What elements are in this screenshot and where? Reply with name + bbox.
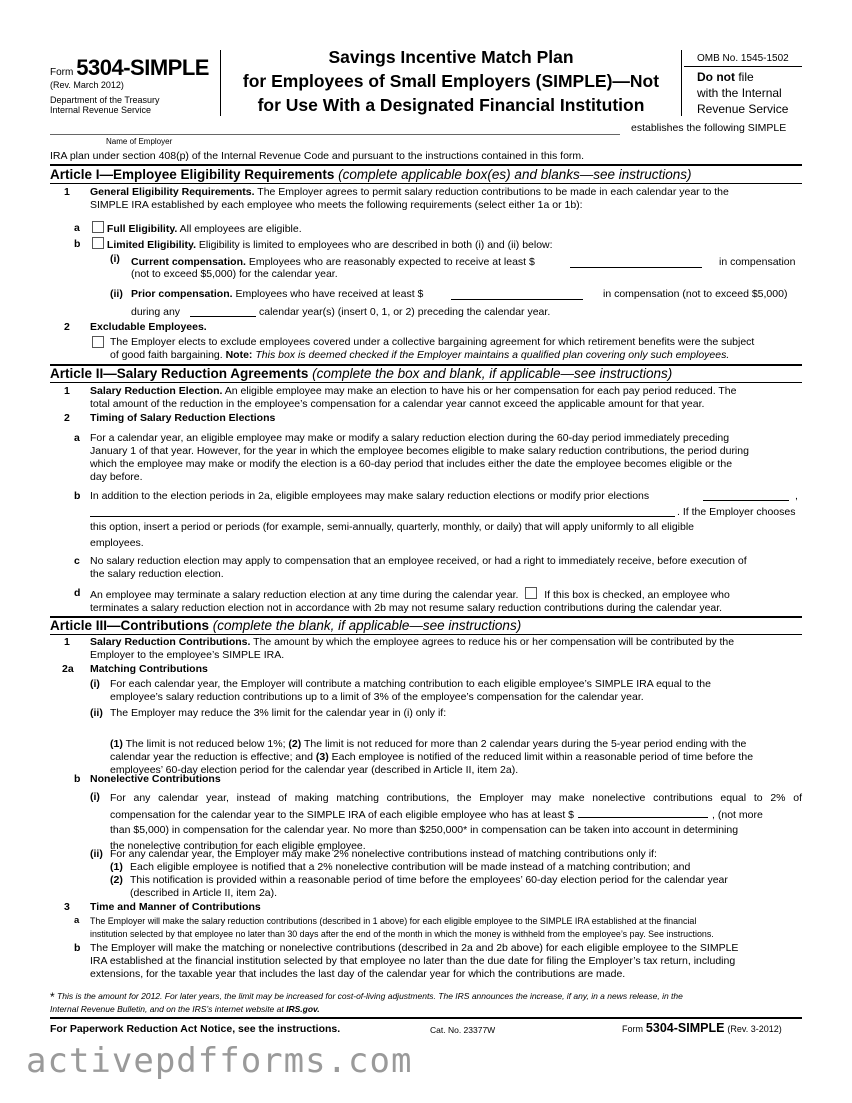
prior-comp-text: Employees who have received at least $ <box>232 288 424 300</box>
art2-c-text <box>90 555 802 581</box>
prior-comp-right: in compensation (not to exceed $5,000) <box>603 288 788 300</box>
limited-eligibility-checkbox[interactable] <box>92 237 104 249</box>
time-b-line2: IRA established at the financial institution selected by that employee no later than the due date for filing the Employer’s tax return, including <box>90 955 736 968</box>
irs-line2: Revenue Service <box>697 102 789 116</box>
prior-comp-label: Prior compensation. <box>131 288 233 300</box>
salary-reduction-election-label: Salary Reduction Election. <box>90 385 223 397</box>
irs-line1: with the Internal <box>697 86 782 100</box>
cond3-num: (3) <box>315 751 329 764</box>
art2-d-line1a: An employee may terminate a salary reduction election at any time during the calendar year. <box>90 589 519 601</box>
excludable-employees-label: Excludable Employees. <box>90 321 207 333</box>
art2-b-if-chooses: . If the Employer chooses <box>677 506 796 518</box>
art2-a-line4: day before. <box>90 471 143 484</box>
footer-rev: (Rev. 3-2012) <box>727 1024 782 1034</box>
file-text: file <box>735 70 754 84</box>
art1-full-eligibility <box>92 221 302 236</box>
establishes-text: establishes the following SIMPLE <box>631 122 787 134</box>
art1-b-letter: b <box>74 238 81 250</box>
excludable-employees-text <box>110 336 802 362</box>
footer-form-id <box>622 1021 782 1037</box>
time-a-letter: a <box>74 915 80 926</box>
cond-line3: employees’ 60-day election period for the calendar year (described in Article II, item 2a). <box>110 764 519 777</box>
current-comp-line2: (not to exceed $5,000) for the calendar year. <box>131 268 338 280</box>
prior-comp-line1 <box>131 288 423 301</box>
prior-comp-num: (ii) <box>110 288 123 300</box>
cond-line2a: calendar year the reduction is effective; and <box>110 751 316 764</box>
current-comp-num: (i) <box>110 253 120 265</box>
article2-bottom-rule <box>50 382 802 383</box>
footnote <box>50 991 802 1015</box>
nonelective-i-line1: For any calendar year, instead of making matching contributions, the Employer may make nonelective contributions equal to 2% of <box>110 792 802 804</box>
art2-item1-line1: An eligible employee may make an election to have his or her compensation for each pay period reduced. The <box>222 385 737 397</box>
time-manner-label: Time and Manner of Contributions <box>90 901 261 913</box>
prior-comp-rest: calendar year(s) (insert 0, 1, or 2) preceding the calendar year. <box>259 306 551 318</box>
art1-item2-num: 2 <box>64 321 70 333</box>
form-word: Form <box>50 67 74 78</box>
nonelective-ii-num: (ii) <box>90 848 103 860</box>
form-number: 5304-SIMPLE <box>76 55 209 80</box>
time-a-line1: The Employer will make the salary reduction contributions (described in 1 above) for each eligible employee to the SIMPLE IRA established at the financial <box>90 916 697 926</box>
title-line2: for Employees of Small Employers (SIMPLE)—Not <box>242 71 660 91</box>
current-comp-amount-field[interactable] <box>570 267 702 268</box>
footer-rule <box>50 1017 802 1019</box>
art2-b-line1: In addition to the election periods in 2a, eligible employees may make salary reduction elections or modify prior elections <box>90 490 650 502</box>
nonelective-i-line3: than $5,000) in compensation for the calendar year. No more than $250,000* in compensation can be taken into account in determining <box>110 824 739 836</box>
art2-item2-num: 2 <box>64 412 70 424</box>
irs-notice <box>697 69 788 117</box>
nonelective-ii-line: For any calendar year, the Employer may make 2% nonelective contributions instead of matching contributions only if: <box>110 848 657 860</box>
excludable-note: Note: <box>225 349 253 362</box>
ncond1-text: Each eligible employee is notified that a 2% nonelective contribution will be made instead of a matching contribution; and <box>130 861 691 873</box>
art3-item1-line1: The amount by which the employee agrees to reduce his or her compensation will be contributed by the <box>250 636 735 648</box>
article1-heading <box>50 167 692 184</box>
form-number-block <box>50 54 209 82</box>
full-eligibility-text: All employees are eligible. <box>177 223 302 235</box>
article1-bottom-rule <box>50 183 802 184</box>
header-divider-right <box>681 50 682 116</box>
article3-title: Article III—Contributions <box>50 618 210 633</box>
art2-d-text <box>90 587 802 615</box>
article2-instructions: (complete the box and blank, if applicable—see instructions) <box>312 366 673 381</box>
art2-c-line2: the salary reduction election. <box>90 568 224 581</box>
nonelective-i-line2a: compensation for the calendar year to the SIMPLE IRA of each eligible employee who has at least $ <box>110 808 575 821</box>
art1-limited-eligibility <box>92 237 553 252</box>
art2-a-line3: which the employee may make or modify the election is a 60-day period that includes either the date the employee becomes eligible or the <box>90 458 733 471</box>
art1-item1-line1: The Employer agrees to permit salary reduction contributions to be made in each calendar year to the <box>254 186 729 198</box>
art3-item2a-num: 2a <box>62 663 74 675</box>
art2-item1-line2: total amount of the reduction in the employee’s compensation for a calendar year cannot exceed the applicable amount for that year. <box>90 398 705 411</box>
art2-b-letter: b <box>74 490 81 502</box>
art2-a-line2: January 1 of that year. However, for the year in which the employee becomes eligible to make salary reduction contributions, the period during <box>90 445 749 458</box>
time-b-line1: The Employer will make the matching or nonelective contributions (described in 2a and 2b above) for each eligible employee to the SIMPLE <box>90 942 739 954</box>
article1-instructions: (complete applicable box(es) and blanks—see instructions) <box>338 167 692 182</box>
cond-line2b: Each employee is notified of the reduced limit within a reasonable period of time before the <box>328 751 754 764</box>
art2-b-line3: this option, insert a period or periods (for example, semi-annually, quarterly, monthly, or daily) that will apply uniformly to all eligible <box>90 521 695 533</box>
title-line1: Savings Incentive Match Plan <box>328 47 574 67</box>
omb-rule <box>684 66 802 67</box>
ncond2-text <box>130 874 802 900</box>
article2-heading <box>50 366 672 383</box>
art1-item1 <box>90 186 802 212</box>
limited-eligibility-text: Eligibility is limited to employees who are described in both (i) and (ii) below: <box>195 239 553 251</box>
irs-site-link[interactable]: IRS.gov. <box>286 1003 320 1014</box>
nonelective-contributions-label: Nonelective Contributions <box>90 773 221 785</box>
art2-a-text <box>90 432 802 485</box>
full-eligibility-checkbox[interactable] <box>92 221 104 233</box>
timing-label: Timing of Salary Reduction Elections <box>90 412 276 424</box>
art2-d-line2: terminates a salary reduction election not in accordance with 2b may not resume salary reduction contributions during the calendar year. <box>90 602 723 615</box>
footnote-line2: Internal Revenue Bulletin, and on the IRS’s internet website at <box>50 1003 287 1014</box>
excludable-line2b: This box is deemed checked if the Employer maintains a qualified plan covering only such employees. <box>252 349 730 362</box>
article3-bottom-rule <box>50 634 802 635</box>
excludable-line2a: of good faith bargaining. <box>110 349 226 362</box>
prior-comp-amount-field[interactable] <box>451 299 583 300</box>
art2-d-line1b: If this box is checked, an employee who <box>544 589 730 601</box>
current-comp-right: in compensation <box>719 256 796 268</box>
nonelective-i-line4: the nonelective contribution for each eligible employee. <box>110 839 366 852</box>
footnote-star: * <box>50 990 55 1004</box>
article3-heading <box>50 618 521 635</box>
art2-b-comma: , <box>795 490 798 502</box>
title-line3: for Use With a Designated Financial Institution <box>257 95 645 115</box>
limited-eligibility-label: Limited Eligibility. <box>106 239 196 251</box>
omb-number: OMB No. 1545-1502 <box>697 53 789 64</box>
employer-name-field[interactable] <box>50 134 620 135</box>
art3-item1-num: 1 <box>64 636 70 648</box>
art3-item3-num: 3 <box>64 901 70 913</box>
art1-item1-line2: SIMPLE IRA established by each employee who meets the following requirements (select either 1a or 1b): <box>90 199 583 212</box>
matching-i-num: (i) <box>90 678 100 690</box>
art2-c-line1: No salary reduction election may apply to compensation that an employee received, or had a right to immediately receive, before execution of <box>90 555 747 567</box>
nonelective-amount-field[interactable] <box>578 807 708 818</box>
terminate-election-checkbox[interactable] <box>525 587 537 599</box>
art1-item1-num: 1 <box>64 186 70 198</box>
current-comp-text: Employees who are reasonably expected to receive at least $ <box>245 256 535 268</box>
article1-top-rule <box>50 164 802 166</box>
art2-item1-num: 1 <box>64 385 70 397</box>
art2-c-letter: c <box>74 555 80 567</box>
ncond2-num: (2) <box>110 874 123 886</box>
dept-line1: Department of the Treasury <box>50 95 160 105</box>
election-period-field-1[interactable] <box>703 500 789 501</box>
article3-instructions: (complete the blank, if applicable—see instructions) <box>212 618 522 633</box>
nonelective-i-line2b: , (not more <box>712 808 763 821</box>
art3-item1-line2: Employer to the employee’s SIMPLE IRA. <box>90 649 285 662</box>
form-title <box>222 45 680 117</box>
matching-ii-line: The Employer may reduce the 3% limit for the calendar year in (i) only if: <box>110 707 447 719</box>
full-eligibility-label: Full Eligibility. <box>106 223 178 235</box>
matching-ii-num: (ii) <box>90 707 103 719</box>
nonelective-i-text <box>110 791 802 854</box>
matching-conditions <box>110 738 802 777</box>
art2-a-line1: For a calendar year, an eligible employee may make or modify a salary reduction election during the 60-day period immediately preceding <box>90 432 730 444</box>
matching-i-text <box>110 678 802 704</box>
ncond1-num: (1) <box>110 861 123 873</box>
time-a-line2: institution selected by that employee no later than 30 days after the end of the month in which the money is withheld from the employee’s pay. See instructions. <box>90 928 714 939</box>
time-b-line3: extensions, for the taxable year that includes the last day of the calendar year for which the contributions are made. <box>90 968 626 981</box>
cond2-num: (2) <box>288 738 302 750</box>
excludable-employees-checkbox[interactable] <box>92 336 104 348</box>
art1-a-letter: a <box>74 222 80 234</box>
time-a-text <box>90 915 802 940</box>
ncond2-line1: This notification is provided within a reasonable period of time before the employees’ 60-day election period for the calendar year <box>130 874 728 886</box>
name-of-employer-label: Name of Employer <box>106 137 173 146</box>
time-b-letter: b <box>74 942 81 954</box>
prior-comp-years-field[interactable] <box>190 316 256 317</box>
excludable-line1: The Employer elects to exclude employees covered under a collective bargaining agreement for which retirement benefits were the subject <box>110 336 755 348</box>
matching-i-line1: For each calendar year, the Employer will contribute a matching contribution to each eligible employee’s SIMPLE IRA equal to the <box>110 678 711 690</box>
article1-title: Article I—Employee Eligibility Requirements <box>50 167 335 182</box>
matching-i-line2: employee’s salary reduction contributions up to a limit of 3% of the employee’s compensation for the calendar year. <box>110 691 644 704</box>
cat-number: Cat. No. 23377W <box>430 1025 496 1035</box>
footer-form-number: 5304-SIMPLE <box>645 1021 725 1035</box>
art3-item1 <box>90 636 802 662</box>
footer-form-word: Form <box>622 1024 643 1034</box>
art1-item1-bold: General Eligibility Requirements. <box>90 186 255 198</box>
nonelective-i-num: (i) <box>90 791 100 803</box>
footnote-line1: This is the amount for 2012. For later years, the limit may be increased for cost-of-living adjustments. The IRS announces the increase, if any, in a news release, in the <box>54 991 683 1001</box>
art2-b-line4: employees. <box>90 537 144 549</box>
rev-date: (Rev. March 2012) <box>50 80 124 90</box>
ira-plan-line: IRA plan under section 408(p) of the Internal Revenue Code and pursuant to the instructions contained in this form. <box>50 150 585 162</box>
excludable-checkbox-wrap <box>92 336 104 351</box>
current-comp-label: Current compensation. <box>131 256 246 268</box>
dept-line2: Internal Revenue Service <box>50 105 152 115</box>
time-b-text <box>90 942 802 981</box>
matching-contributions-label: Matching Contributions <box>90 663 208 675</box>
do-not: Do not <box>697 70 735 84</box>
cond1-num: (1) <box>110 738 123 750</box>
art2-d-letter: d <box>74 587 81 599</box>
watermark-text: activepdfforms.com <box>26 1041 413 1081</box>
paperwork-notice: For Paperwork Reduction Act Notice, see the instructions. <box>50 1023 341 1035</box>
cond1-text: The limit is not reduced below 1%; <box>122 738 289 750</box>
header-divider-left <box>220 50 221 116</box>
art3-b-letter: b <box>74 773 81 785</box>
salary-reduction-contributions-label: Salary Reduction Contributions. <box>90 636 251 648</box>
election-period-field-2[interactable] <box>90 516 675 517</box>
article2-title: Article II—Salary Reduction Agreements <box>50 366 309 381</box>
ncond2-line2: (described in Article II, item 2a). <box>130 887 278 900</box>
art2-a-letter: a <box>74 432 80 444</box>
prior-comp-during: during any <box>131 306 181 318</box>
cond2-text: The limit is not reduced for more than 2 calendar years during the 5-year period ending with the <box>301 738 747 750</box>
art2-item1 <box>90 385 802 411</box>
